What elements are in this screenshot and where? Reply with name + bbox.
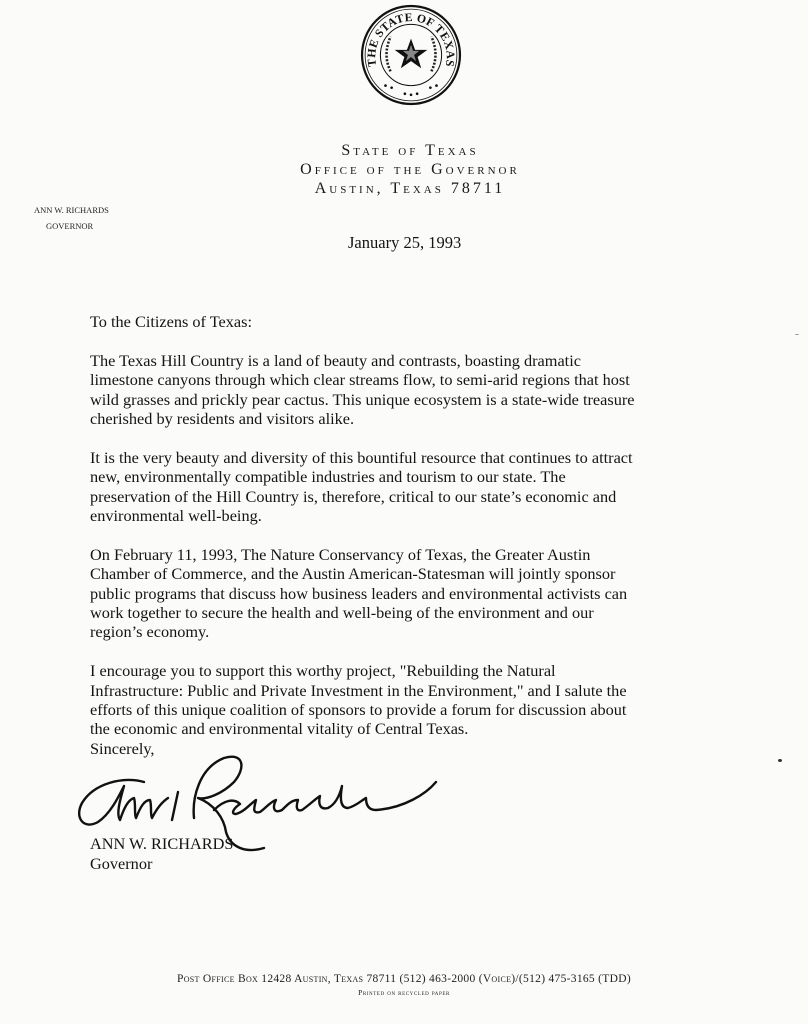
paragraph-line: environmental well-being.: [90, 506, 262, 526]
paragraph-line: new, environmentally compatible industries and tourism to our state. The: [90, 467, 566, 487]
signer-name: ANN W. RICHARDS: [90, 834, 234, 853]
letterhead-address: Austin, Texas 78711: [314, 180, 506, 197]
paragraph-3: [90, 545, 740, 642]
texas-state-seal-icon: [360, 4, 462, 106]
paragraph-line: Chamber of Commerce, and the Austin American-Statesman will jointly sponsor: [90, 564, 616, 584]
paragraph-line: Infrastructure: Public and Private Investment in the Environment," and I salute the: [90, 680, 627, 700]
sender-block: [34, 202, 109, 234]
sender-title: GOVERNOR: [46, 221, 94, 231]
footer: [0, 973, 808, 997]
paragraph-line: the economic and environmental vitality of Central Texas.: [90, 719, 469, 739]
paragraph-line: On February 11, 1993, The Nature Conservancy of Texas, the Greater Austin: [90, 544, 591, 564]
paragraph-line: efforts of this unique coalition of sponsors to provide a forum for discussion about: [90, 700, 627, 720]
paragraph-1: [90, 351, 740, 429]
paragraph-2: [90, 448, 740, 526]
letterhead: [250, 141, 570, 198]
letter-date: January 25, 1993: [348, 233, 462, 252]
paragraph-line: public programs that discuss how business leaders and environmental activists can: [90, 583, 628, 603]
paragraph-line: wild grasses and prickly pear cactus. This unique ecosystem is a state-wide treasure: [90, 389, 635, 409]
paragraph-line: preservation of the Hill Country is, therefore, critical to our state’s economic and: [90, 486, 617, 506]
paragraph-4: [90, 661, 740, 739]
scan-speck: [778, 759, 782, 762]
paragraph-line: I encourage you to support this worthy project, "Rebuilding the Natural: [90, 661, 556, 681]
letterhead-state: State of Texas: [341, 142, 479, 159]
paragraph-line: limestone canyons through which clear streams flow, to semi-arid regions that host: [90, 370, 630, 390]
letter-body: [90, 312, 740, 758]
closing: Sincerely,: [90, 739, 155, 758]
signer-block: [90, 834, 233, 874]
sender-name: ANN W. RICHARDS: [34, 205, 109, 215]
scan-speck: [795, 334, 799, 335]
paragraph-line: The Texas Hill Country is a land of beauty and contrasts, boasting dramatic: [90, 350, 581, 370]
letterhead-office: Office of the Governor: [300, 161, 520, 178]
paragraph-line: cherished by residents and visitors alike.: [90, 409, 355, 429]
paragraph-line: region’s economy.: [90, 622, 210, 642]
svg-text:THE STATE OF TEXAS: THE STATE OF TEXAS: [365, 10, 457, 68]
recycled-paper-note: Printed on recycled paper: [358, 988, 450, 997]
salutation: To the Citizens of Texas:: [90, 312, 253, 331]
footer-address: Post Office Box 12428 Austin, Texas 78711 (512) 463-2000 (Voice)/(512) 475-3165 (TDD): [177, 973, 631, 985]
paragraph-line: work together to secure the health and well-being of the environment and our: [90, 603, 594, 623]
signer-title: Governor: [90, 854, 153, 873]
paragraph-line: It is the very beauty and diversity of this bountiful resource that continues to attract: [90, 447, 633, 467]
